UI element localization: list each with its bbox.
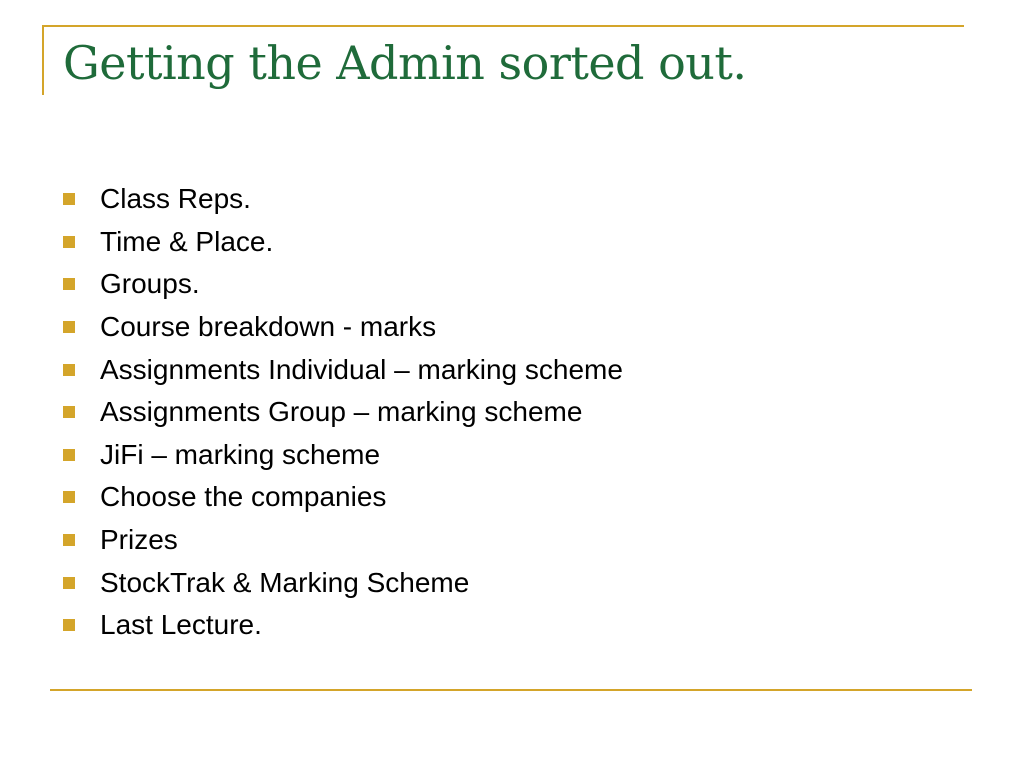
list-item-text: Last Lecture. — [100, 609, 262, 641]
square-bullet-icon — [63, 236, 75, 248]
list-item — [63, 519, 623, 562]
list-item — [63, 434, 623, 477]
list-item-text: Assignments Individual – marking scheme — [100, 353, 623, 385]
square-bullet-icon — [63, 534, 75, 546]
square-bullet-icon — [63, 619, 75, 631]
list-item-text: Groups. — [100, 268, 200, 300]
square-bullet-icon — [63, 321, 75, 333]
square-bullet-icon — [63, 193, 75, 205]
list-item — [63, 604, 623, 647]
list-item-text: Assignments Group – marking scheme — [100, 396, 583, 428]
frame-top-rule — [42, 25, 964, 27]
slide-title: Getting the Admin sorted out. — [63, 36, 747, 90]
list-item-text: Choose the companies — [100, 481, 387, 513]
list-item — [63, 561, 623, 604]
square-bullet-icon — [63, 364, 75, 376]
list-item — [63, 348, 623, 391]
square-bullet-icon — [63, 577, 75, 589]
list-item-text: JiFi – marking scheme — [100, 438, 381, 470]
list-item — [63, 476, 623, 519]
list-item-text: Course breakdown - marks — [100, 311, 437, 343]
list-item — [63, 221, 623, 264]
list-item — [63, 306, 623, 349]
list-item — [63, 391, 623, 434]
list-item-text: Class Reps. — [100, 183, 251, 215]
list-item — [63, 263, 623, 306]
square-bullet-icon — [63, 278, 75, 290]
list-item-text: StockTrak & Marking Scheme — [100, 566, 470, 598]
square-bullet-icon — [63, 491, 75, 503]
square-bullet-icon — [63, 449, 75, 461]
list-item-text: Prizes — [100, 524, 178, 556]
bullet-list — [63, 178, 623, 647]
list-item — [63, 178, 623, 221]
frame-bottom-rule — [50, 689, 972, 691]
frame-left-rule — [42, 25, 44, 95]
list-item-text: Time & Place. — [100, 225, 274, 257]
square-bullet-icon — [63, 406, 75, 418]
